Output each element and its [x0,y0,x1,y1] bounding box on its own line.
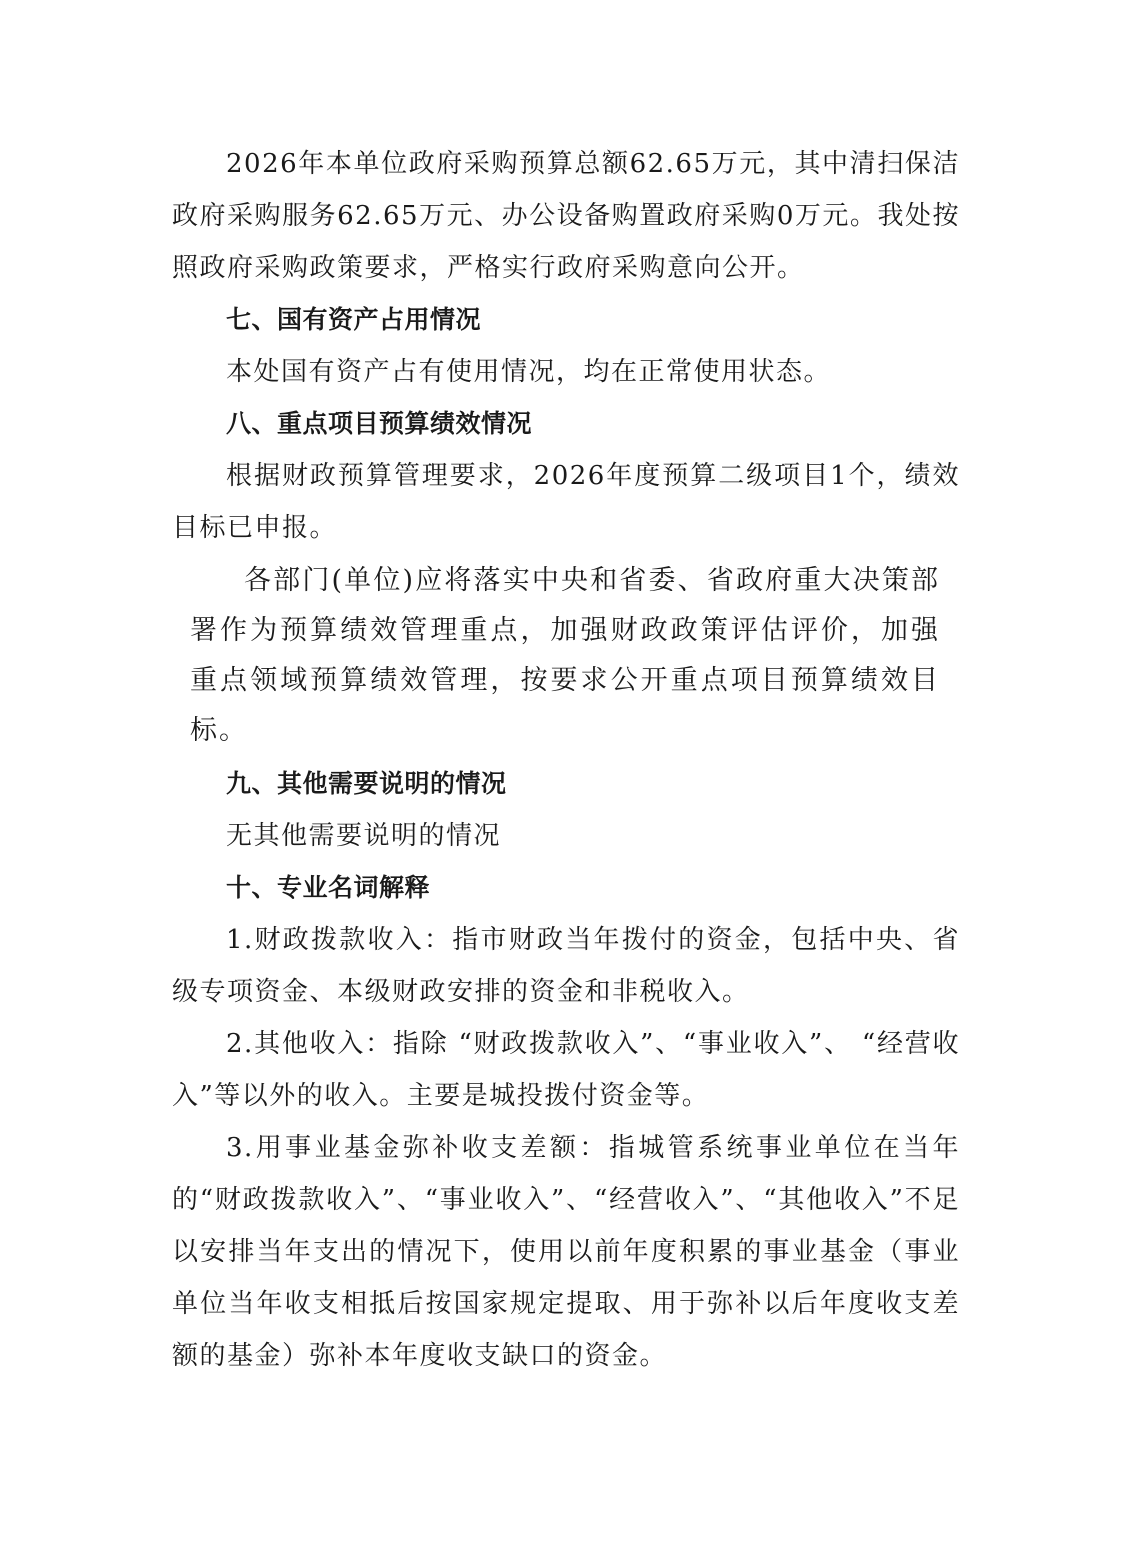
procurement-paragraph: 2026年本单位政府采购预算总额62.65万元，其中清扫保洁政府采购服务62.65万元、办公设备购置政府采购0万元。我处按照政府采购政策要求，严格实行政府采购意向公开。 [172,149,960,283]
section-heading-9: 九、其他需要说明的情况 [226,769,507,798]
term-definition-1: 1.财政拨款收入：指市财政当年拨付的资金，包括中央、省级专项资金、本级财政安排的资金和非税收入。 [172,925,960,1007]
assets-paragraph: 本处国有资产占有使用情况，均在正常使用状态。 [226,357,832,387]
departments-paragraph: 各部门(单位)应将落实中央和省委、省政府重大决策部署作为预算绩效管理重点，加强财政政策评估评价，加强重点领域预算绩效管理，按要求公开重点项目预算绩效目标。 [190,565,940,746]
section-heading-8: 八、重点项目预算绩效情况 [226,409,533,438]
term-definition-3: 3.用事业基金弥补收支差额：指城管系统事业单位在当年的“财政拨款收入”、“事业收入”、“经营收入”、“其他收入”不足以安排当年支出的情况下，使用以前年度积累的事业基金（事业单位当年收支相抵后按国家规定提取、用于弥补以后年度收支差额的基金）弥补本年度收支缺口的资金。 [172,1133,960,1371]
other-paragraph: 无其他需要说明的情况 [226,821,502,851]
section-heading-7: 七、国有资产占用情况 [226,305,482,334]
section-heading-10: 十、专业名词解释 [226,873,431,902]
term-definition-2: 2.其他收入：指除 “财政拨款收入”、“事业收入”、 “经营收入”等以外的收入。主要是城投拨付资金等。 [172,1029,960,1111]
performance-paragraph: 根据财政预算管理要求，2026年度预算二级项目1个，绩效目标已申报。 [172,461,960,543]
document-body [172,138,960,1382]
